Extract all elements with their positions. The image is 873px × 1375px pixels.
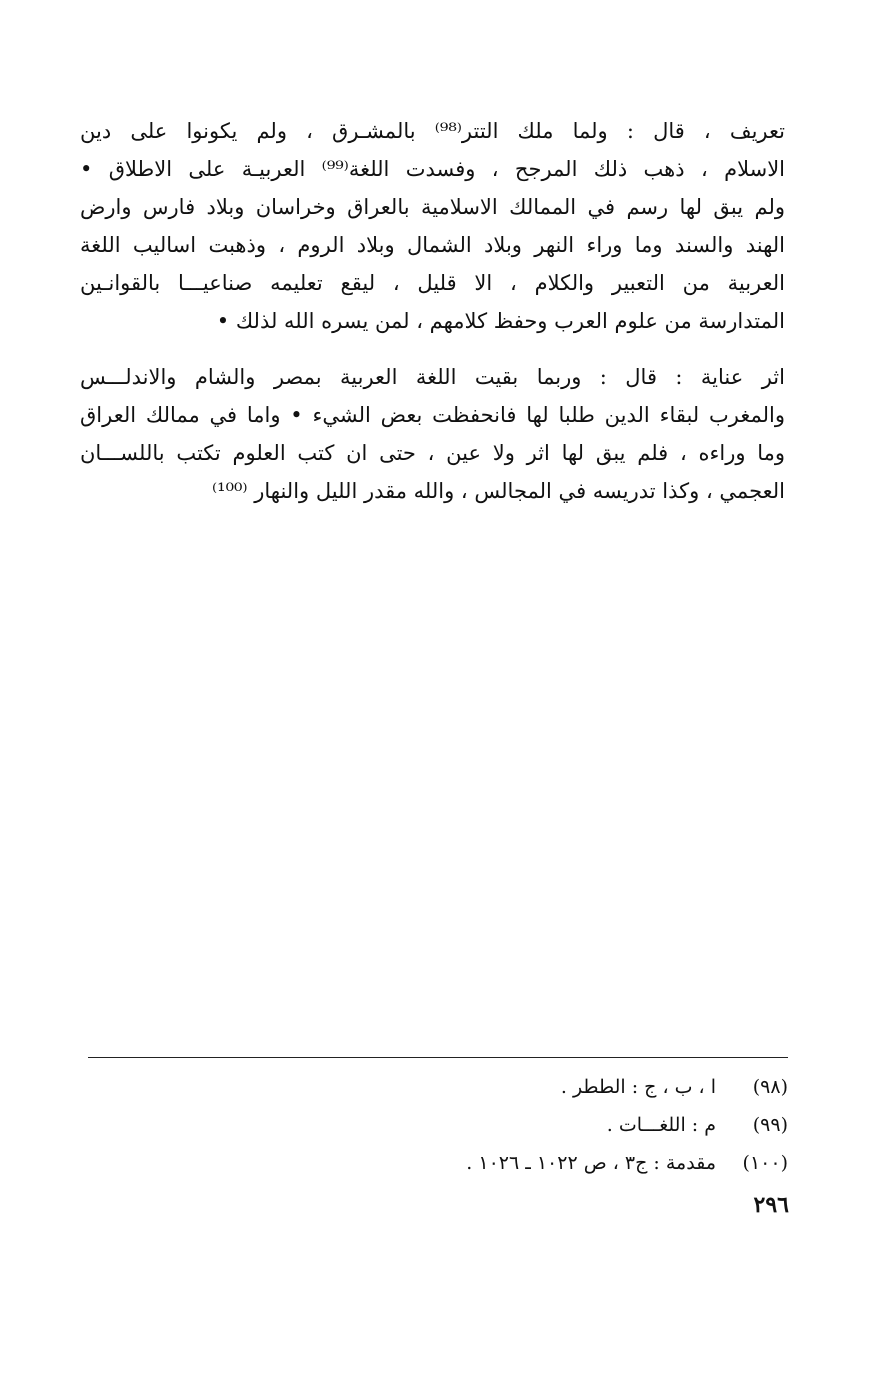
footnote-number: (١٠٠) [742,1152,788,1174]
text-line: والمغرب لبقاء الدين طلبا لها فانحفظت بعض الشيء • واما في ممالك العراق [80,403,785,427]
footnote-100 [300,1144,788,1182]
text-line: ولم يبق لها رسم في الممالك الاسلامية بالعراق وخراسان وبلاد فارس وارض [80,195,785,219]
text-line: الهند والسند وما وراء النهر وبلاد الشمال وبلاد الروم ، وذهبت اساليب اللغة [80,233,785,257]
footnote-text: م : اللغـــات . [606,1114,716,1136]
text-line: الاسلام ، ذهب ذلك المرجح ، وفسدت اللغة⁽⁹⁹⁾ العربيـة على الاطلاق • [80,157,785,181]
footnote-number: (٩٨) [752,1076,788,1098]
paragraph-2 [80,358,785,510]
footnote-99 [300,1106,788,1144]
text-line: العجمي ، وكذا تدريسه في المجالس ، والله مقدر الليل والنهار ⁽¹⁰⁰⁾ [211,479,785,503]
footnote-98 [300,1068,788,1106]
footnote-text: مقدمة : ج٣ ، ص ١٠٢٢ ـ ١٠٢٦ . [466,1152,716,1174]
text-line: وما وراءه ، فلم يبق لها اثر ولا عين ، حتى ان كتب العلوم تكتب باللســـان [80,441,785,465]
page-number: ٢٩٦ [753,1192,789,1218]
text-line: المتدارسة من علوم العرب وحفظ كلامهم ، لمن يسره الله لذلك • [216,309,785,333]
footnote-text: ا ، ب ، ج : الططر . [560,1076,716,1098]
footnote-divider [88,1057,788,1058]
footnotes [300,1068,788,1182]
text-line: العربية من التعبير والكلام ، الا قليل ، ليقع تعليمه صناعيـــا بالقوانـين [80,271,785,295]
text-line: اثر عناية : قال : وربما بقيت اللغة العربية بمصر والشام والاندلـــس [80,365,785,389]
text-line: تعريف ، قال : ولما ملك التتر⁽⁹⁸⁾ بالمشـرق ، ولم يكونوا على دين [80,119,785,143]
footnote-number: (٩٩) [752,1114,788,1136]
main-text [80,112,785,528]
paragraph-1 [80,112,785,340]
